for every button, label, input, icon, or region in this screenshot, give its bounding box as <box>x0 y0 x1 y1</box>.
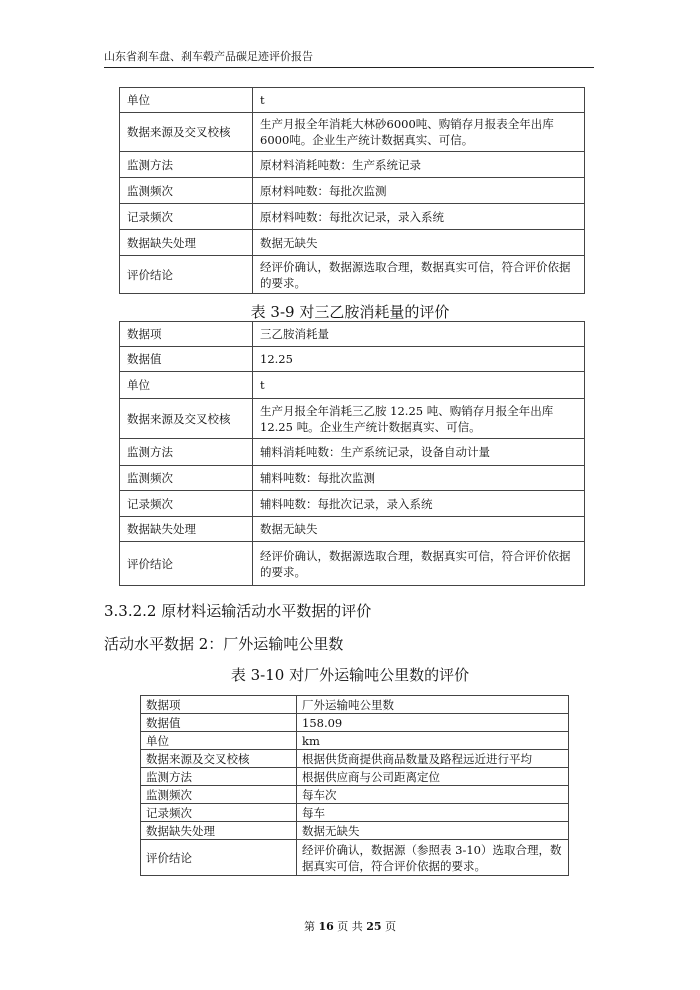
row-value: 根据供应商与公司距离定位 <box>297 768 569 786</box>
row-key: 监测方法 <box>120 152 253 178</box>
row-key: 监测频次 <box>141 786 297 804</box>
table-row <box>120 439 585 466</box>
table-row <box>120 178 585 204</box>
row-key: 单位 <box>141 732 297 750</box>
table-row <box>120 491 585 517</box>
row-key: 数据缺失处理 <box>120 517 253 542</box>
table-row <box>120 88 585 113</box>
row-value: 经评价确认，数据源选取合理，数据真实可信，符合评价依据的要求。 <box>253 542 585 586</box>
row-key: 评价结论 <box>141 840 297 876</box>
row-value: 数据无缺失 <box>253 517 585 542</box>
table-row <box>120 466 585 491</box>
row-value: 12.25 <box>253 347 585 372</box>
total-page-count: 25 <box>366 920 382 933</box>
row-value: 每车 <box>297 804 569 822</box>
footer-suffix: 页 <box>385 920 397 933</box>
subsection-heading: 活动水平数据 2：厂外运输吨公里数 <box>104 635 344 653</box>
row-value: 生产月报全年消耗大林砂6000吨、购销存月报表全年出库6000吨。企业生产统计数据真实、可信。 <box>253 113 585 152</box>
table-row <box>120 347 585 372</box>
row-value: 辅料吨数：每批次监测 <box>253 466 585 491</box>
row-key: 监测方法 <box>141 768 297 786</box>
table-row <box>120 399 585 439</box>
table-row <box>141 696 569 714</box>
table-caption: 表 3-10 对厂外运输吨公里数的评价 <box>230 666 470 684</box>
table-row <box>120 113 585 152</box>
table-row <box>141 822 569 840</box>
footer-prefix: 第 <box>303 920 315 933</box>
page-footer <box>0 920 700 934</box>
row-value: 辅料消耗吨数：生产系统记录，设备自动计量 <box>253 439 585 466</box>
table-row <box>120 517 585 542</box>
row-key: 评价结论 <box>120 542 253 586</box>
row-key: 数据来源及交叉校核 <box>120 399 253 439</box>
table-caption: 表 3-9 对三乙胺消耗量的评价 <box>250 303 450 321</box>
section-heading: 3.3.2.2 原材料运输活动水平数据的评价 <box>104 602 372 620</box>
table-row <box>120 322 585 347</box>
table-row <box>141 732 569 750</box>
table-row <box>141 768 569 786</box>
row-value: 生产月报全年消耗三乙胺 12.25 吨、购销存月报全年出库 12.25 吨。企业生产统计数据真实、可信。 <box>253 399 585 439</box>
row-key: 数据缺失处理 <box>141 822 297 840</box>
table-row <box>120 256 585 294</box>
current-page-number: 16 <box>318 920 334 933</box>
triethylamine-evaluation-table <box>119 321 585 586</box>
row-value: 原材料消耗吨数：生产系统记录 <box>253 152 585 178</box>
row-value: 根据供货商提供商品数量及路程远近进行平均 <box>297 750 569 768</box>
page-header: 山东省刹车盘、刹车毂产品碳足迹评价报告 <box>104 50 594 68</box>
row-key: 评价结论 <box>120 256 253 294</box>
row-value: 数据无缺失 <box>253 230 585 256</box>
row-value: 原材料吨数：每批次监测 <box>253 178 585 204</box>
row-value: 158.09 <box>297 714 569 732</box>
row-key: 数据来源及交叉校核 <box>120 113 253 152</box>
row-value: 经评价确认，数据源选取合理，数据真实可信，符合评价依据的要求。 <box>253 256 585 294</box>
row-value: 原材料吨数：每批次记录，录入系统 <box>253 204 585 230</box>
row-key: 单位 <box>120 88 253 113</box>
row-key: 数据来源及交叉校核 <box>141 750 297 768</box>
row-key: 记录频次 <box>141 804 297 822</box>
table-row <box>120 372 585 399</box>
row-value: km <box>297 732 569 750</box>
row-value: t <box>253 88 585 113</box>
row-key: 监测频次 <box>120 178 253 204</box>
row-key: 数据缺失处理 <box>120 230 253 256</box>
row-value: 三乙胺消耗量 <box>253 322 585 347</box>
table-row <box>141 840 569 876</box>
table-row <box>141 804 569 822</box>
row-key: 数据项 <box>120 322 253 347</box>
footer-middle: 页 共 <box>337 920 363 933</box>
row-key: 监测频次 <box>120 466 253 491</box>
row-key: 记录频次 <box>120 204 253 230</box>
row-key: 数据值 <box>120 347 253 372</box>
row-value: 每车次 <box>297 786 569 804</box>
row-value: 厂外运输吨公里数 <box>297 696 569 714</box>
table-row <box>141 786 569 804</box>
row-key: 数据值 <box>141 714 297 732</box>
row-key: 单位 <box>120 372 253 399</box>
row-key: 监测方法 <box>120 439 253 466</box>
row-value: t <box>253 372 585 399</box>
row-value: 经评价确认，数据源（参照表 3-10）选取合理，数据真实可信，符合评价依据的要求。 <box>297 840 569 876</box>
table-row <box>120 230 585 256</box>
row-value: 辅料吨数：每批次记录，录入系统 <box>253 491 585 517</box>
transport-evaluation-table <box>140 695 569 876</box>
table-row <box>120 204 585 230</box>
table-row <box>120 542 585 586</box>
row-key: 记录频次 <box>120 491 253 517</box>
raw-material-evaluation-table <box>119 87 585 294</box>
row-value: 数据无缺失 <box>297 822 569 840</box>
table-row <box>141 750 569 768</box>
table-row <box>120 152 585 178</box>
row-key: 数据项 <box>141 696 297 714</box>
table-row <box>141 714 569 732</box>
